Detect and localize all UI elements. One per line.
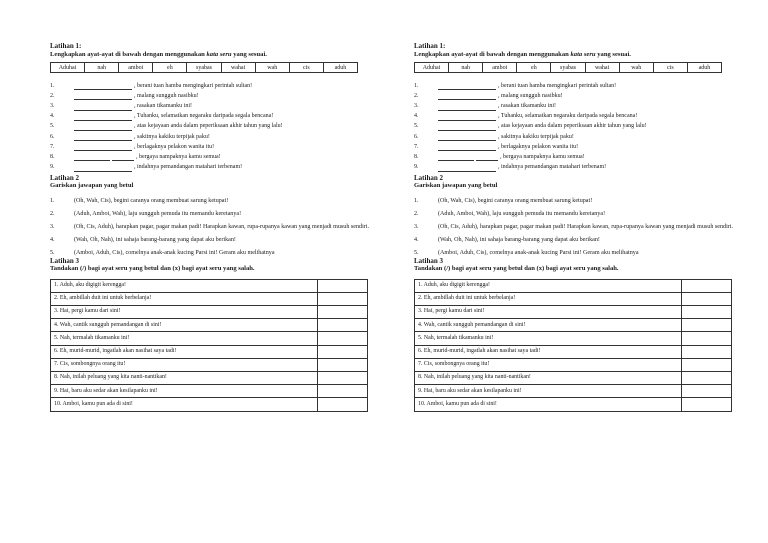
item-number: 2. (50, 210, 55, 217)
item-number: 1. (414, 197, 419, 204)
item-number: 4. (50, 236, 55, 243)
instruction-text: Lengkapkan ayat-ayat di bawah dengan menggunakan (50, 50, 207, 58)
list-item (414, 234, 744, 247)
table-row (51, 345, 368, 358)
table-row (415, 398, 732, 411)
list-item (50, 208, 380, 221)
answer-cell[interactable] (318, 292, 368, 305)
answer-blank[interactable] (438, 125, 496, 131)
statement-cell: 3. Hai, pergi kamu dari sini! (415, 306, 682, 319)
answer-blank[interactable] (112, 155, 134, 161)
latihan-2-instruction: Gariskan jawapan yang betul (414, 182, 498, 190)
answer-cell[interactable] (682, 345, 732, 358)
latihan-3-title: Latihan 3 (414, 256, 443, 265)
answer-blank[interactable] (438, 84, 496, 90)
word-bank-cell: Aduhai (51, 63, 85, 72)
word-bank-cell: nah (85, 63, 119, 72)
statement-cell: 3. Hai, pergi kamu dari sini! (51, 306, 318, 319)
item-number: 3. (50, 223, 55, 230)
list-item (50, 111, 380, 121)
answer-blank[interactable] (438, 115, 496, 121)
item-text: (Oh, Cis, Aduh), harapkan pagar, pagar makan padi! Harapkan kawan, rupa-rupanya kawan yang menjadi musuh sendiri. (74, 223, 370, 230)
statement-cell: 2. Eh, ambillah duit ini untuk berbelanja! (415, 292, 682, 305)
instruction-emphasis: kata seru (570, 50, 596, 58)
item-number: 3. (414, 103, 419, 110)
latihan-1-instruction (414, 51, 744, 59)
item-number: 5. (50, 249, 55, 256)
item-number: 4. (414, 113, 419, 120)
item-number: 2. (50, 92, 55, 99)
word-bank-cell: cis (654, 63, 688, 72)
word-bank-cell: nah (449, 63, 483, 72)
instruction-text: Lengkapkan ayat-ayat di bawah dengan menggunakan (414, 50, 571, 58)
item-number: 9. (414, 164, 419, 171)
item-text: (Wah, Oh, Nah), ini sahaja barang-barang yang dapat aku berikan! (438, 236, 600, 243)
latihan-2-list (414, 195, 744, 260)
answer-blank[interactable] (438, 145, 496, 151)
instruction-text: yang sesuai. (595, 50, 631, 58)
item-number: 9. (50, 164, 55, 171)
item-number: 5. (50, 123, 55, 130)
item-text: , berlagaknya pelakon wanita itu! (498, 143, 579, 150)
list-item (50, 80, 380, 90)
latihan-1-list (50, 80, 380, 172)
latihan-2-title: Latihan 2 (50, 173, 79, 182)
latihan-1-title: Latihan 1: (414, 42, 446, 50)
word-bank (50, 62, 358, 73)
item-text: (Oh, Wah, Cis), begini caranya orang membuat sarung ketupat! (438, 197, 593, 204)
table-row (415, 385, 732, 398)
table-row (415, 306, 732, 319)
answer-blank[interactable] (438, 155, 474, 161)
latihan-2-section (414, 174, 744, 260)
answer-blank[interactable] (74, 115, 132, 121)
item-number: 2. (414, 210, 419, 217)
latihan-1-list (414, 80, 744, 172)
latihan-1-instruction (50, 51, 380, 59)
word-bank-cell: wah (620, 63, 654, 72)
answer-blank[interactable] (438, 94, 496, 100)
latihan-1-section (414, 42, 744, 172)
answer-blank[interactable] (74, 105, 132, 111)
answer-cell[interactable] (682, 371, 732, 384)
item-text: , rasakan tikamanku ini! (498, 103, 556, 110)
statement-cell: 5. Nah, termalah tikamanku ini! (415, 332, 682, 345)
item-text: (Aduh, Amboi, Wah), laju sungguh pemuda itu memandu keretanya! (74, 210, 242, 217)
word-bank-cell: syabas (187, 63, 221, 72)
item-text: , berlagaknya pelakon wanita itu! (134, 143, 215, 150)
word-bank-cell: amboi (119, 63, 153, 72)
table-row (415, 292, 732, 305)
answer-cell[interactable] (682, 385, 732, 398)
latihan-3-section (50, 257, 380, 412)
latihan-2-section (50, 174, 380, 260)
answer-blank[interactable] (74, 166, 132, 172)
item-number: 5. (414, 249, 419, 256)
answer-cell[interactable] (318, 319, 368, 332)
item-text: , sakitnya kakiku terpijak paku! (498, 133, 574, 140)
answer-cell[interactable] (318, 358, 368, 371)
item-number: 4. (414, 236, 419, 243)
table-row (415, 371, 732, 384)
word-bank-cell: amboi (483, 63, 517, 72)
answer-cell[interactable] (682, 332, 732, 345)
latihan-2-list (50, 195, 380, 260)
answer-blank[interactable] (476, 155, 498, 161)
answer-cell[interactable] (318, 306, 368, 319)
item-number: 3. (414, 223, 419, 230)
item-text: , rasakan tikamanku ini! (134, 103, 192, 110)
list-item (414, 90, 744, 100)
list-item (414, 80, 744, 90)
word-bank-cell: wah (256, 63, 290, 72)
answer-cell[interactable] (682, 306, 732, 319)
list-item (50, 121, 380, 131)
statement-cell: 9. Hai, baru aku sedar akan kesilapanku ini! (51, 385, 318, 398)
list-item (50, 247, 380, 260)
word-bank-cell: aduh (698, 64, 711, 71)
statement-cell: 6. Eh, murid-murid, ingatlah akan nasihat saya tadi! (51, 345, 318, 358)
answer-cell[interactable] (318, 332, 368, 345)
answer-blank[interactable] (74, 125, 132, 131)
list-item (414, 247, 744, 260)
list-item (50, 221, 380, 234)
answer-cell[interactable] (318, 371, 368, 384)
statement-cell: 4. Wah, cantik sungguh pemandangan di sini! (415, 319, 682, 332)
answer-cell[interactable] (682, 398, 732, 411)
answer-cell[interactable] (682, 279, 732, 292)
latihan-1-section (50, 42, 380, 172)
item-number: 5. (414, 123, 419, 130)
item-number: 8. (414, 153, 419, 160)
table-row (415, 332, 732, 345)
word-bank-cell: wahai (222, 63, 256, 72)
latihan-3-title: Latihan 3 (50, 256, 79, 265)
item-text: (Oh, Wah, Cis), begini caranya orang membuat sarung ketupat! (74, 197, 229, 204)
statement-cell: 9. Hai, baru aku sedar akan kesilapanku ini! (415, 385, 682, 398)
worksheet-page-left (50, 42, 380, 412)
answer-blank[interactable] (74, 135, 132, 141)
item-text: , berani tuan hamba mengingkari perintah sultan! (498, 82, 617, 89)
item-text: , malang sungguh nasibku! (498, 92, 563, 99)
statement-cell: 2. Eh, ambillah duit ini untuk berbelanja! (51, 292, 318, 305)
item-text: , Tuhanku, selamatkan negaraku daripada segala bencana! (498, 113, 638, 120)
word-bank-cell: aduh (334, 64, 347, 71)
table-row (415, 358, 732, 371)
table-row (415, 345, 732, 358)
item-text: , indahnya pemandangan matahari terbenam! (498, 164, 607, 171)
table-row (415, 319, 732, 332)
list-item (414, 131, 744, 141)
list-item (414, 195, 744, 208)
answer-blank[interactable] (438, 166, 496, 172)
statement-cell: 10. Amboi, kamu pun ada di sini! (415, 398, 682, 411)
latihan-3-section (414, 257, 744, 412)
latihan-3-table (50, 279, 368, 412)
answer-blank[interactable] (74, 84, 132, 90)
list-item (50, 131, 380, 141)
item-text: , bergaya nampaknya kamu semua! (500, 153, 585, 160)
item-number: 3. (50, 103, 55, 110)
item-number: 8. (50, 153, 55, 160)
word-bank-cell: eh (153, 63, 187, 72)
table-row (51, 279, 368, 292)
table-row (51, 398, 368, 411)
list-item (414, 208, 744, 221)
word-bank-cell: Aduhai (415, 63, 449, 72)
statement-cell: 10. Amboi, kamu pun ada di sini! (51, 398, 318, 411)
latihan-2-instruction: Gariskan jawapan yang betul (50, 182, 134, 190)
statement-cell: 7. Cis, sombongnya orang itu! (51, 358, 318, 371)
latihan-1-title: Latihan 1: (50, 42, 82, 50)
worksheet-page-right (414, 42, 744, 412)
item-text: , Tuhanku, selamatkan negaraku daripada segala bencana! (134, 113, 274, 120)
item-text: (Aduh, Amboi, Wah), laju sungguh pemuda itu memandu keretanya! (438, 210, 606, 217)
item-number: 1. (414, 82, 419, 89)
list-item (50, 90, 380, 100)
latihan-2-title: Latihan 2 (414, 173, 443, 182)
list-item (50, 234, 380, 247)
item-text: , indahnya pemandangan matahari terbenam! (134, 164, 243, 171)
table-row (51, 306, 368, 319)
statement-cell: 6. Eh, murid-murid, ingatlah akan nasihat saya tadi! (415, 345, 682, 358)
item-text: , sakitnya kakiku terpijak paku! (134, 133, 210, 140)
answer-blank[interactable] (74, 155, 110, 161)
item-number: 2. (414, 92, 419, 99)
statement-cell: 7. Cis, sombongnya orang itu! (415, 358, 682, 371)
item-text: (Amboi, Aduh, Cis), comelnya anak-anak kucing Parsi ini! Geram aku melihatnya (74, 249, 275, 256)
word-bank-cell: wahai (586, 63, 620, 72)
list-item (414, 111, 744, 121)
item-text: (Wah, Oh, Nah), ini sahaja barang-barang yang dapat aku berikan! (74, 236, 236, 243)
latihan-3-table (414, 279, 732, 412)
latihan-3-instruction: Tandakan (/) bagi ayat seru yang betul dan (x) bagi ayat seru yang salah. (50, 265, 255, 273)
list-item (50, 161, 380, 171)
word-bank-cell: eh (517, 63, 551, 72)
statement-cell: 8. Nah, inilah peluang yang kita nanti-nantikan! (51, 371, 318, 384)
list-item (414, 161, 744, 171)
word-bank (414, 62, 722, 73)
table-row (51, 292, 368, 305)
answer-blank[interactable] (74, 94, 132, 100)
list-item (414, 121, 744, 131)
statement-cell: 1. Aduh, aku digigit kerengga! (51, 279, 318, 292)
item-text: , bergaya nampaknya kamu semua! (136, 153, 221, 160)
statement-cell: 4. Wah, cantik sungguh pemandangan di sini! (51, 319, 318, 332)
item-text: (Oh, Cis, Aduh), harapkan pagar, pagar makan padi! Harapkan kawan, rupa-rupanya kawan yang menjadi musuh sendiri. (438, 223, 734, 230)
answer-blank[interactable] (438, 105, 496, 111)
list-item (50, 195, 380, 208)
latihan-3-instruction: Tandakan (/) bagi ayat seru yang betul dan (x) bagi ayat seru yang salah. (414, 265, 619, 273)
answer-cell[interactable] (682, 292, 732, 305)
answer-cell[interactable] (318, 398, 368, 411)
item-number: 7. (50, 143, 55, 150)
instruction-text: yang sesuai. (231, 50, 267, 58)
table-row (51, 358, 368, 371)
item-number: 6. (50, 133, 55, 140)
list-item (50, 141, 380, 151)
list-item (414, 151, 744, 161)
word-bank-cell: cis (290, 63, 324, 72)
item-text: , malang sungguh nasibku! (134, 92, 199, 99)
item-text: (Amboi, Aduh, Cis), comelnya anak-anak kucing Parsi ini! Geram aku melihatnya (438, 249, 639, 256)
item-number: 4. (50, 113, 55, 120)
instruction-emphasis: kata seru (206, 50, 232, 58)
statement-cell: 1. Aduh, aku digigit kerengga! (415, 279, 682, 292)
answer-cell[interactable] (318, 345, 368, 358)
item-number: 1. (50, 197, 55, 204)
table-row (51, 385, 368, 398)
table-row (415, 279, 732, 292)
item-number: 6. (414, 133, 419, 140)
item-text: , atas kejayaan anda dalam peperiksaan akhir tahun yang lalu! (134, 123, 283, 130)
answer-blank[interactable] (438, 135, 496, 141)
answer-cell[interactable] (682, 319, 732, 332)
table-row (51, 371, 368, 384)
list-item (50, 100, 380, 110)
list-item (414, 221, 744, 234)
word-bank-cell: syabas (551, 63, 585, 72)
list-item (414, 141, 744, 151)
item-number: 7. (414, 143, 419, 150)
item-text: , atas kejayaan anda dalam peperiksaan akhir tahun yang lalu! (498, 123, 647, 130)
table-row (51, 319, 368, 332)
answer-blank[interactable] (74, 145, 132, 151)
answer-cell[interactable] (318, 279, 368, 292)
list-item (50, 151, 380, 161)
item-text: , berani tuan hamba mengingkari perintah sultan! (134, 82, 253, 89)
answer-cell[interactable] (318, 385, 368, 398)
list-item (414, 100, 744, 110)
statement-cell: 5. Nah, termalah tikamanku ini! (51, 332, 318, 345)
item-number: 1. (50, 82, 55, 89)
answer-cell[interactable] (682, 358, 732, 371)
statement-cell: 8. Nah, inilah peluang yang kita nanti-nantikan! (415, 371, 682, 384)
table-row (51, 332, 368, 345)
